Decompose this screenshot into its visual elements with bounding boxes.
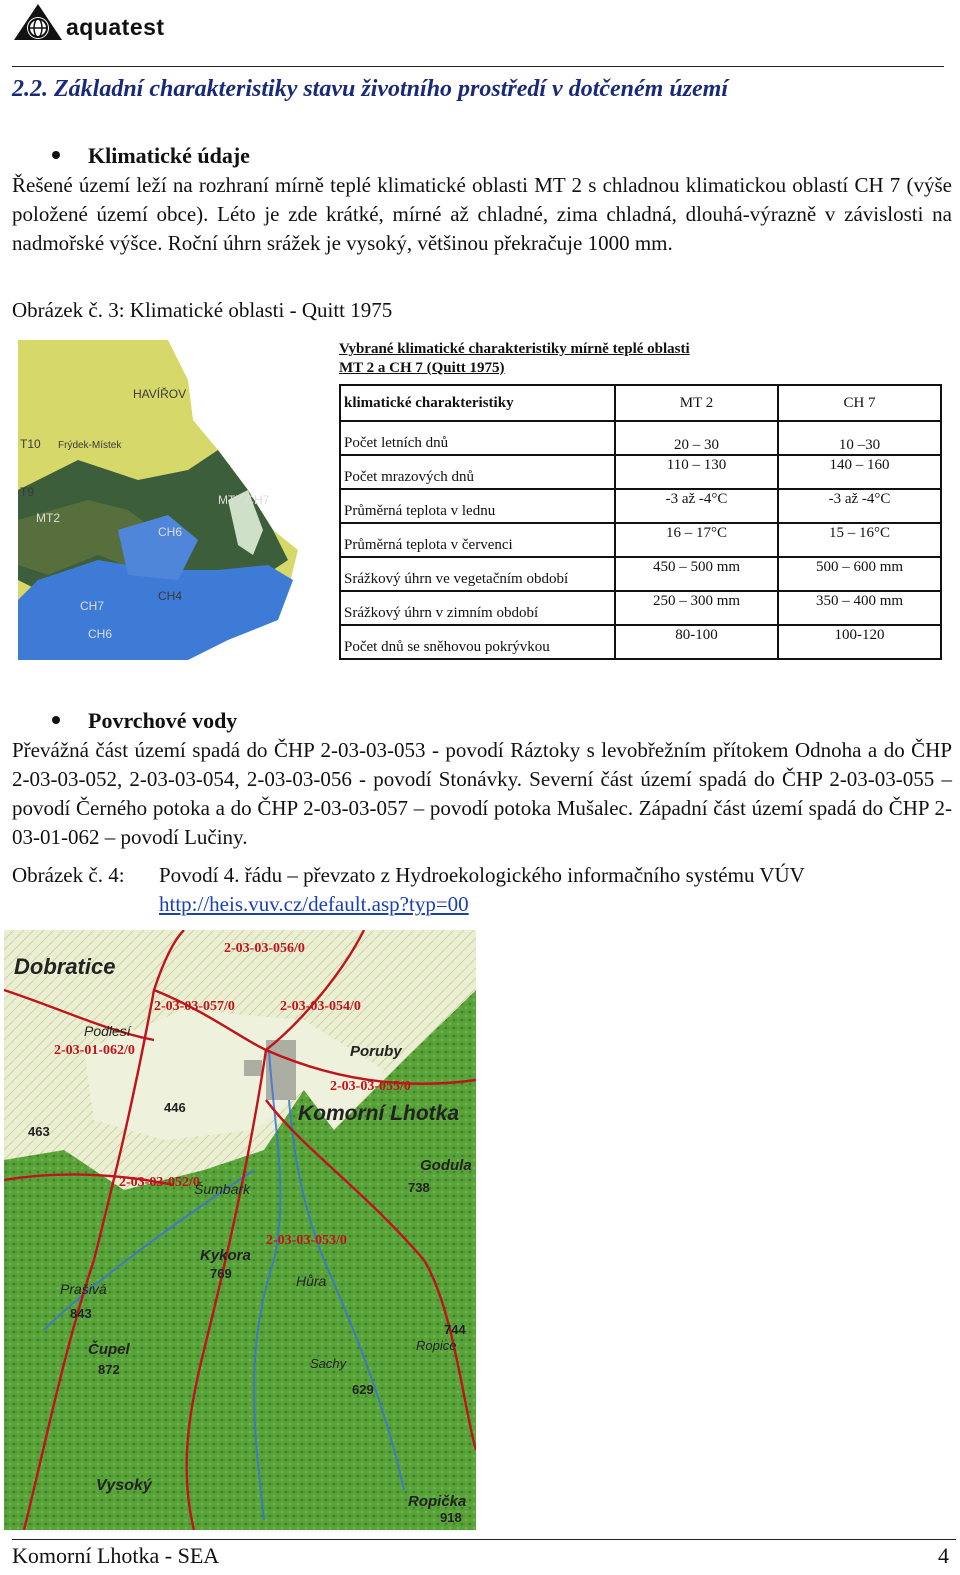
elev-744: 744: [444, 1322, 466, 1337]
place-komorni-lhotka: Komorní Lhotka: [298, 1102, 459, 1125]
header-characteristics: klimatické charakteristiky: [340, 385, 615, 421]
place-sachy: Sachy: [310, 1356, 347, 1371]
cell-mt2: 450 – 500 mm: [615, 557, 778, 591]
water-paragraph: Převážná část území spadá do ČHP 2-03-03-053 - povodí Ráztoky s levobřežním přítokem Odnoha a do ČHP 2-03-03-052, 2-03-03-054, 2-03-03-056 - povodí Stonávky. Severní část území spadá do ČHP 2-03-03-055 – povodí Černého potoka a do ČHP 2-03-03-057 – povodí potoka Mušalec. Západní část území spadá do ČHP 2-03-01-062 – povodí Lučiny.: [12, 738, 952, 849]
table-row: [340, 523, 941, 557]
map-label-t9: T9: [20, 485, 35, 499]
table-row: [340, 421, 941, 455]
header-ch7: CH 7: [778, 385, 941, 421]
elev-446: 446: [164, 1100, 186, 1115]
cell-ch7: 10 –30: [778, 421, 941, 455]
row-label: Srážkový úhrn v zimním období: [340, 591, 615, 625]
figure4-caption-number: Obrázek č. 4:: [12, 863, 125, 887]
elev-769: 769: [210, 1266, 232, 1281]
place-ropice: Ropice: [416, 1338, 457, 1353]
table-row: [340, 591, 941, 625]
elev-843: 843: [70, 1306, 92, 1321]
climate-table-header: [340, 385, 941, 421]
basin-label-054: 2-03-03-054/0: [280, 999, 361, 1014]
row-label: Počet letních dnů: [340, 421, 615, 455]
table-row: [340, 625, 941, 659]
place-hura: Hůra: [296, 1273, 327, 1289]
cell-mt2: 20 – 30: [615, 421, 778, 455]
climate-table-title: [339, 340, 690, 378]
figure4-caption-text: Povodí 4. řádu – převzato z Hydroekologického informačního systému VÚV: [159, 863, 805, 887]
basin-label-052: 2-03-03-052/0: [119, 1175, 200, 1190]
row-label: Počet dnů se sněhovou pokrývkou: [340, 625, 615, 659]
place-cupel: Čupel: [88, 1341, 130, 1358]
cell-ch7: 15 – 16°C: [778, 523, 941, 557]
elev-738: 738: [408, 1180, 430, 1195]
cell-ch7: 140 – 160: [778, 455, 941, 489]
globe-logo-icon: [12, 2, 64, 42]
cell-ch7: -3 až -4°C: [778, 489, 941, 523]
climate-table: [339, 384, 942, 660]
place-podlesi: Podlesí: [84, 1023, 131, 1039]
bullet-water: [52, 708, 237, 734]
place-sumbark: Šumbark: [194, 1181, 251, 1197]
map-label-mt7ch7: MT7,CH7: [218, 493, 270, 507]
heis-link[interactable]: http://heis.vuv.cz/default.asp?typ=00: [159, 892, 469, 916]
climate-table-title-line1: Vybrané klimatické charakteristiky mírně teplé oblasti: [339, 341, 690, 357]
place-prasiva: Prašivá: [60, 1281, 107, 1297]
row-label: Počet mrazových dnů: [340, 455, 615, 489]
bullet-water-label: Povrchové vody: [88, 708, 238, 733]
map-label-havirov: HAVÍŘOV: [133, 387, 187, 401]
map-label-mt2: MT2: [36, 511, 60, 525]
elev-918: 918: [440, 1510, 462, 1525]
table-row: [340, 455, 941, 489]
bullet-climate-label: Klimatické údaje: [88, 143, 250, 168]
logo-text: aquatest: [66, 14, 165, 40]
basin-label-056: 2-03-03-056/0: [224, 941, 305, 956]
row-label: Průměrná teplota v lednu: [340, 489, 615, 523]
place-ropicka: Ropička: [408, 1493, 467, 1510]
cell-mt2: 80-100: [615, 625, 778, 659]
header-mt2: MT 2: [615, 385, 778, 421]
place-dobratice: Dobratice: [14, 954, 116, 979]
bullet-dot: [52, 151, 60, 159]
elev-463: 463: [28, 1124, 50, 1139]
river-basin-map: [4, 930, 476, 1530]
cell-mt2: 16 – 17°C: [615, 523, 778, 557]
page-number: 4: [938, 1543, 949, 1568]
cell-ch7: 100-120: [778, 625, 941, 659]
bullet-dot: [52, 716, 60, 724]
map-label-ch6: CH6: [158, 525, 183, 539]
map-label-ch6b: CH6: [88, 627, 113, 641]
cell-mt2: 250 – 300 mm: [615, 591, 778, 625]
basin-label-055: 2-03-03-055/0: [330, 1079, 411, 1094]
place-godula: Godula: [420, 1157, 472, 1174]
basin-label-053: 2-03-03-053/0: [266, 1233, 347, 1248]
table-row: [340, 489, 941, 523]
map-label-ch4: CH4: [158, 589, 183, 603]
map-label-frydek: Frýdek-Místek: [58, 440, 122, 451]
cell-mt2: -3 až -4°C: [615, 489, 778, 523]
place-poruby: Poruby: [350, 1043, 402, 1060]
bullet-climate: [52, 143, 250, 169]
header-rule: [12, 66, 944, 67]
cell-ch7: 350 – 400 mm: [778, 591, 941, 625]
place-kykora: Kykora: [200, 1247, 251, 1264]
map-label-ch7: CH7: [80, 599, 105, 613]
footer-rule: [12, 1539, 956, 1540]
cell-ch7: 500 – 600 mm: [778, 557, 941, 591]
place-vysoky: Vysoký: [96, 1477, 152, 1494]
climate-table-title-line2: MT 2 a CH 7 (Quitt 1975): [339, 360, 505, 376]
elev-872: 872: [98, 1362, 120, 1377]
climate-paragraph: Řešené území leží na rozhraní mírně teplé klimatické oblasti MT 2 s chladnou klimatickou oblastí CH 7 (výše položené území obce). Léto je zde krátké, mírné až chladné, zima chladná, dlouhá-výrazně v závislosti na nadmořské výšce. Roční úhrn srážek je vysoký, většinou překračuje 1000 mm.: [12, 173, 952, 255]
climate-regions-map: [18, 340, 300, 660]
section-heading: 2.2. Základní charakteristiky stavu životního prostředí v dotčeném území: [12, 76, 729, 102]
row-label: Průměrná teplota v červenci: [340, 523, 615, 557]
elev-629: 629: [352, 1382, 374, 1397]
map-label-t10: T10: [20, 437, 41, 451]
footer-title: Komorní Lhotka - SEA: [12, 1543, 220, 1568]
basin-label-062: 2-03-01-062/0: [54, 1043, 135, 1058]
table-row: [340, 557, 941, 591]
row-label: Srážkový úhrn ve vegetačním období: [340, 557, 615, 591]
cell-mt2: 110 – 130: [615, 455, 778, 489]
basin-label-057: 2-03-03-057/0: [154, 999, 235, 1014]
figure3-caption: Obrázek č. 3: Klimatické oblasti - Quitt 1975: [12, 298, 393, 322]
